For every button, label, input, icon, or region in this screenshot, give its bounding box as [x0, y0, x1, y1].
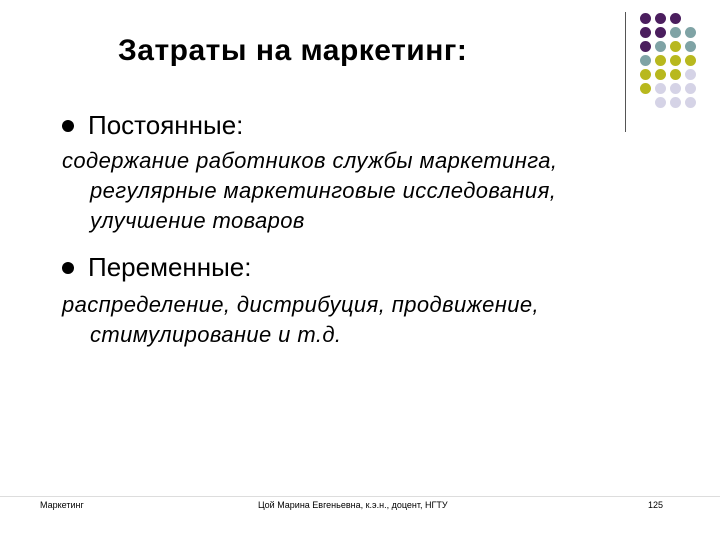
decorative-dot [655, 97, 666, 108]
heading-permanent: Постоянные: [88, 110, 244, 140]
decorative-dot [685, 27, 696, 38]
text-line: содержание работников службы маркетинга, [62, 148, 558, 173]
bullet-icon [62, 120, 74, 132]
permanent-costs-text [62, 146, 662, 236]
text-line: распределение, дистрибуция, продвижение, [62, 292, 540, 317]
heading-variable: Переменные: [88, 252, 252, 282]
decorative-dot [685, 69, 696, 80]
divider-line [625, 12, 626, 132]
decorative-dot [670, 13, 681, 24]
decorative-dot [670, 27, 681, 38]
text-line: улучшение товаров [90, 208, 305, 233]
decorative-dot [670, 83, 681, 94]
text-line: стимулирование и т.д. [90, 322, 342, 347]
bullet-permanent [62, 110, 243, 141]
decorative-dot [640, 41, 651, 52]
decorative-dot-grid [640, 13, 710, 123]
bullet-variable [62, 252, 252, 283]
bullet-icon [62, 262, 74, 274]
decorative-dot [685, 55, 696, 66]
decorative-dot [655, 41, 666, 52]
decorative-dot [655, 13, 666, 24]
decorative-dot [640, 69, 651, 80]
footer-author: Цой Марина Евгеньевна, к.э.н., доцент, НГТУ [258, 500, 448, 510]
decorative-dot [655, 69, 666, 80]
decorative-dot [640, 55, 651, 66]
decorative-dot [655, 83, 666, 94]
footer-rule [0, 496, 720, 497]
slide-title: Затраты на маркетинг: [118, 34, 468, 67]
decorative-dot [685, 41, 696, 52]
decorative-dot [670, 69, 681, 80]
decorative-dot [640, 83, 651, 94]
decorative-dot [685, 83, 696, 94]
decorative-dot [670, 97, 681, 108]
footer-subject: Маркетинг [40, 500, 84, 510]
variable-costs-text [62, 290, 662, 350]
decorative-dot [640, 27, 651, 38]
decorative-dot [670, 55, 681, 66]
decorative-dot [655, 55, 666, 66]
footer-page-number: 125 [648, 500, 664, 510]
decorative-dot [640, 13, 651, 24]
decorative-dot [685, 97, 696, 108]
decorative-dot [670, 41, 681, 52]
decorative-dot [655, 27, 666, 38]
text-line: регулярные маркетинговые исследования, [90, 178, 557, 203]
